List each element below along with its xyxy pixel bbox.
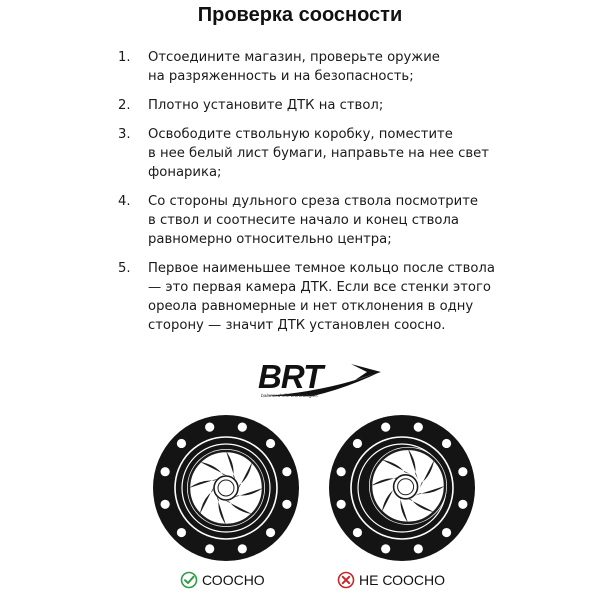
- step-text: Освободите ствольную коробку, поместите в нее белый лист бумаги, направьте на нее свет фонарика;: [148, 127, 489, 180]
- check-icon: [180, 571, 198, 589]
- brt-logo: [255, 358, 395, 408]
- step-number: 4.: [118, 194, 131, 209]
- aligned-ring-diagram: [151, 413, 301, 563]
- step-number: 3.: [118, 127, 131, 142]
- instruction-step: [118, 48, 518, 86]
- instruction-step: [118, 125, 518, 182]
- misaligned-ring-diagram: [327, 413, 477, 563]
- instruction-step: [118, 192, 518, 249]
- logo-tagline: balanced rifle technologies: [261, 394, 318, 399]
- instruction-step: [118, 96, 518, 115]
- step-number: 2.: [118, 98, 131, 113]
- not-aligned-label: НЕ СООСНО: [359, 572, 446, 588]
- page-title: Проверка соосности: [197, 4, 403, 26]
- not-aligned-status: [337, 571, 445, 589]
- step-text: Первое наименьшее темное кольцо после ствола — это первая камера ДТК. Если все стенки этого ореола равномерные и нет отклонения в одну сторону — значит ДТК установлен соосно.: [148, 261, 495, 333]
- step-text: Плотно установите ДТК на ствол;: [148, 98, 384, 113]
- step-text: Отсоедините магазин, проверьте оружие на разряженность и на безопасность;: [148, 50, 440, 84]
- cross-icon: [337, 571, 355, 589]
- instruction-list: [118, 48, 518, 345]
- aligned-label: СООСНО: [202, 572, 265, 588]
- step-number: 5.: [118, 261, 131, 276]
- instruction-step: [118, 259, 518, 335]
- step-number: 1.: [118, 50, 131, 65]
- logo-wordmark: BRT: [258, 358, 323, 395]
- step-text: Со стороны дульного среза ствола посмотрите в ствол и соотнесите начало и конец ствола равномерно относительно центра;: [148, 194, 479, 247]
- aligned-status: [180, 571, 265, 589]
